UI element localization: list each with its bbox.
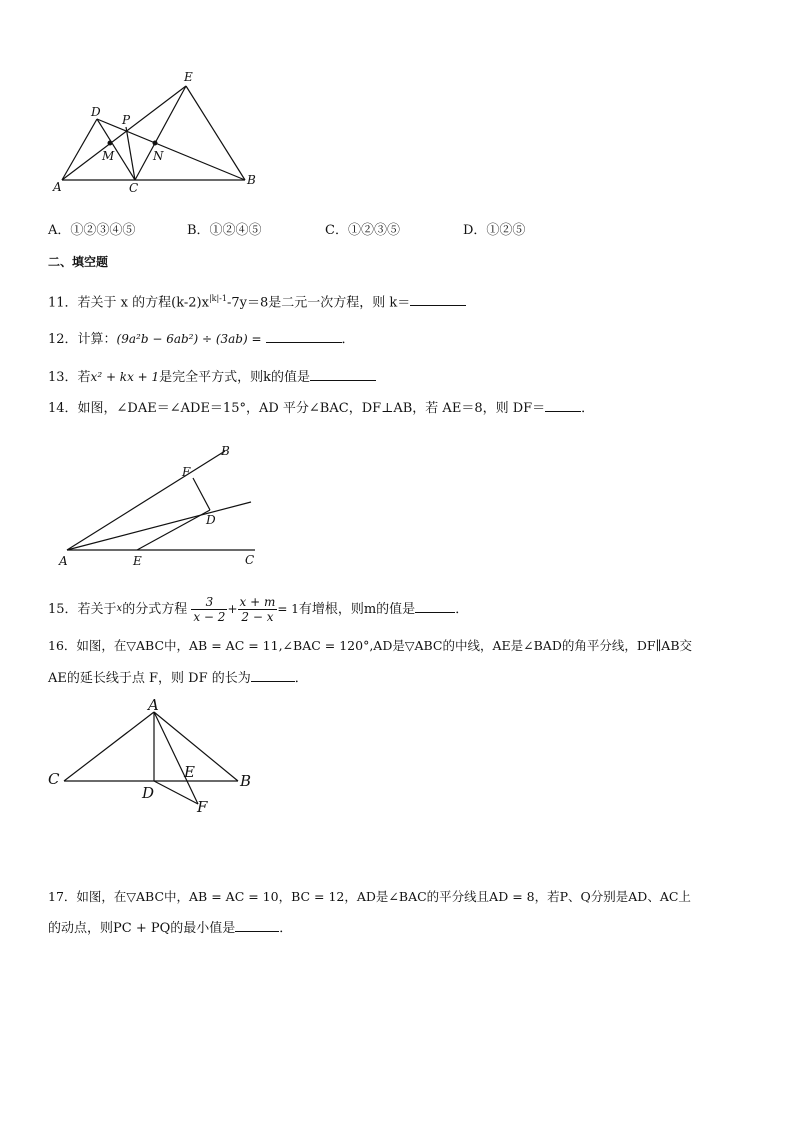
q15-f1-den: x − 2 bbox=[193, 610, 226, 624]
question-12 bbox=[48, 330, 355, 349]
q12-post: ． bbox=[341, 332, 355, 347]
q15-mid: 的分式方程 bbox=[122, 602, 188, 617]
q13-post: 是完全平方式，则k的值是 bbox=[159, 370, 311, 385]
figure-3 bbox=[40, 695, 270, 820]
q11-post: -7y＝8是二元一次方程，则 k＝ bbox=[226, 295, 411, 311]
fig2-label-a: A bbox=[59, 554, 68, 568]
fig3-label-d: D bbox=[142, 784, 155, 802]
q15-blank[interactable] bbox=[415, 600, 455, 613]
q15-f1-num: 3 bbox=[191, 595, 227, 610]
q15-eq: = 1 bbox=[277, 602, 299, 616]
question-17-line-1: 17．如图，在▽ABC中，AB = AC = 10，BC = 12，AD是∠BAC的平分线且AD = 8，若P、Q分别是AD、AC上 bbox=[48, 889, 691, 904]
option-b: B．①②④⑤ bbox=[187, 223, 262, 238]
q12-pre: 12．计算： bbox=[48, 332, 117, 347]
fig1-label-n: N bbox=[153, 149, 164, 163]
q14-text: 14．如图，∠DAE＝∠ADE＝15°，AD 平分∠BAC，DF⊥AB，若 AE＝8，则 DF＝ bbox=[48, 401, 546, 416]
q11-blank[interactable] bbox=[410, 293, 466, 306]
question-15 bbox=[48, 594, 468, 625]
q15-plus: + bbox=[227, 602, 238, 616]
fig1-label-d: D bbox=[91, 105, 101, 119]
q17-end: ． bbox=[279, 921, 293, 936]
figure-1 bbox=[50, 65, 270, 195]
q15-pre: 15．若关于 bbox=[48, 602, 117, 617]
question-16-line-1: 16．如图，在▽ABC中，AB = AC = 11,∠BAC = 120°,AD是▽ABC的中线，AE是∠BAD的角平分线，DF∥AB交 bbox=[48, 638, 693, 653]
fig3-label-c: C bbox=[48, 770, 60, 788]
q13-expr: x² + kx + 1 bbox=[90, 370, 160, 384]
q16-end: ． bbox=[294, 671, 308, 686]
q15-post: 有增根，则m的值是 bbox=[298, 602, 416, 617]
question-14 bbox=[48, 399, 594, 418]
fig2-label-d: D bbox=[206, 513, 216, 527]
q12-blank[interactable] bbox=[266, 330, 342, 343]
fig1-label-p: P bbox=[122, 113, 131, 127]
fig2-label-b: B bbox=[221, 444, 230, 458]
fig2-label-e: E bbox=[133, 554, 142, 568]
fig3-label-e: E bbox=[184, 763, 195, 781]
fig3-label-b: B bbox=[240, 772, 252, 790]
q17-line2: 的动点，则PC + PQ的最小值是 bbox=[48, 921, 236, 936]
q15-x: x bbox=[116, 603, 123, 614]
fig2-label-c: C bbox=[245, 553, 255, 567]
q15-end: ． bbox=[455, 602, 469, 617]
option-d: D．①②⑤ bbox=[463, 223, 526, 238]
fig2-label-f: F bbox=[182, 465, 191, 479]
fig1-label-m: M bbox=[102, 149, 115, 163]
question-17-line-2 bbox=[48, 919, 292, 938]
fig3-label-f: F bbox=[197, 798, 208, 816]
option-c: C．①②③⑤ bbox=[325, 223, 400, 238]
q11-pre: 11．若关于 x 的方程(k-2)x bbox=[48, 295, 209, 311]
fig1-label-e: E bbox=[184, 70, 193, 84]
q11-sup: |k|-1 bbox=[208, 294, 227, 303]
q15-fraction-1 bbox=[191, 595, 227, 624]
question-13 bbox=[48, 368, 376, 387]
fig1-label-c: C bbox=[129, 181, 139, 195]
figure-2 bbox=[55, 440, 275, 575]
q15-f2-num: x + m bbox=[239, 595, 276, 609]
q13-blank[interactable] bbox=[310, 368, 376, 381]
q14-end: ． bbox=[581, 401, 595, 416]
q16-line2: AE的延长线于点 F，则 DF 的长为 bbox=[48, 671, 251, 686]
q17-blank[interactable] bbox=[235, 919, 279, 932]
q12-expr: (9a²b − 6ab²) ÷ (3ab) = bbox=[116, 332, 262, 346]
section-title: 二、填空题 bbox=[48, 255, 109, 269]
q15-f2-den: 2 − x bbox=[241, 610, 274, 624]
q14-blank[interactable] bbox=[545, 399, 581, 412]
fig1-label-a: A bbox=[53, 180, 62, 194]
q15-fraction-2 bbox=[238, 595, 278, 624]
fig1-label-b: B bbox=[247, 173, 256, 187]
question-11 bbox=[48, 290, 466, 312]
question-16-line-2 bbox=[48, 669, 308, 688]
q13-pre: 13．若 bbox=[48, 370, 91, 385]
option-a: A．①②③④⑤ bbox=[48, 223, 136, 238]
fig3-label-a: A bbox=[148, 696, 159, 714]
q16-blank[interactable] bbox=[251, 669, 295, 682]
